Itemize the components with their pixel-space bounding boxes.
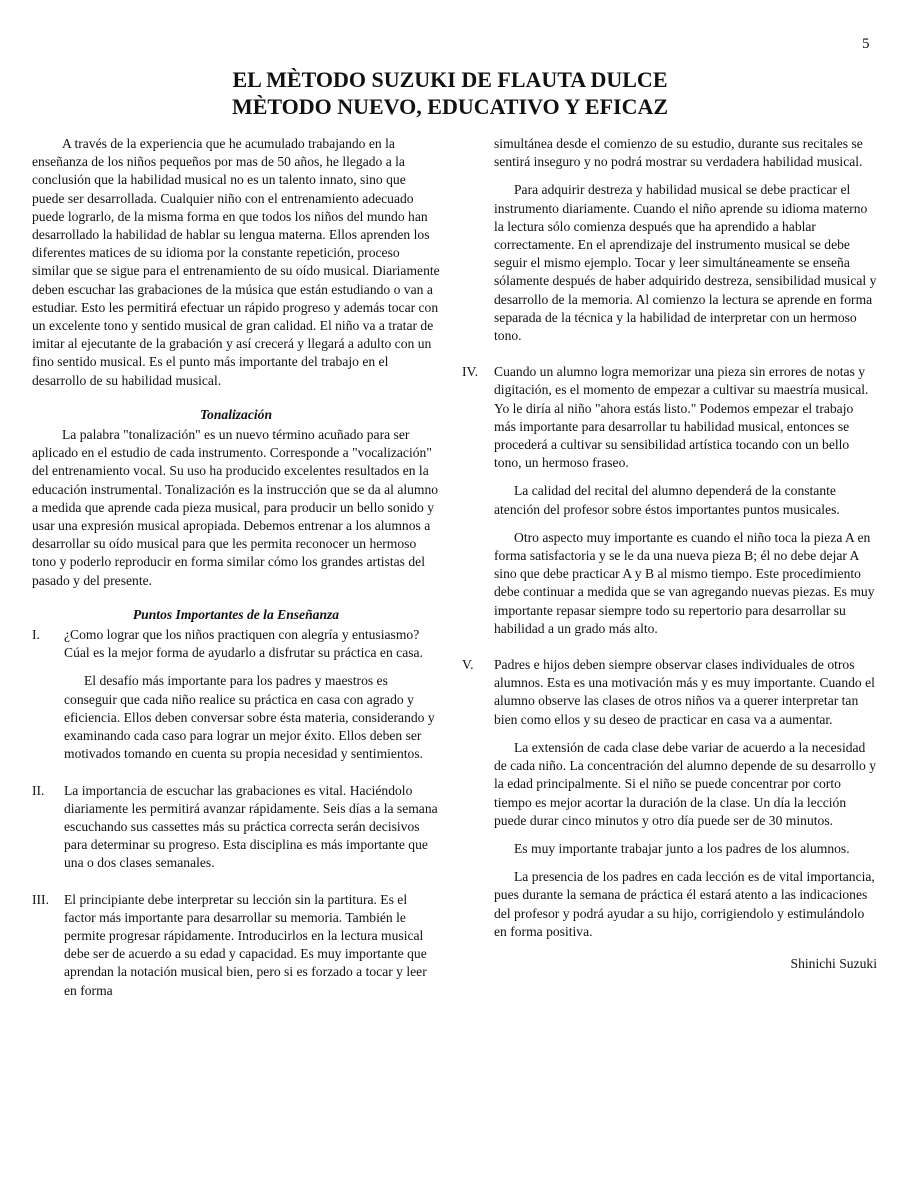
left-column xyxy=(32,135,440,1000)
point-numeral: IV. xyxy=(462,364,478,380)
continuation-paragraph: simultánea desde el comienzo de su estudio, durante sus recitales se sentirá inseguro y no podrá mostrar su verdadera habilidad musical. xyxy=(494,136,863,170)
point-sub-paragraph: El desafío más importante para los padres y maestros es conseguir que cada niño realice su práctica en casa con agrado y eficiencia. Ellos deben conversar sobre ésta materia, considerando y examinando cada caso para lograr un mejor éxito. Ellos deben ser motivados tomando en cuenta su propia necesidad y sentimientos. xyxy=(64,673,435,762)
point-lead: La importancia de escuchar las grabaciones es vital. Haciéndolo diariamente les permitirá avanzar rápidamente. Seis días a la semana escuchando sus cassettes más su práctica correcta serán decisivos para determinar su progreso. Esta disciplina es más importante que una o dos clases semanales. xyxy=(64,782,438,871)
point-lead: ¿Como lograr que los niños practiquen con alegría y entusiasmo? Cúal es la mejor forma de ayudarlo a disfrutar su práctica en casa. xyxy=(64,627,423,661)
intro-paragraph: A través de la experiencia que he acumulado trabajando en la enseñanza de los niños pequeños por mas de 50 años, he llegado a la conclusión que la habilidad musical no es un talento innato, sino que puede ser desarrollada. Cualquier niño con el entrenamiento adecuado puede lograrlo, de la misma forma en que todos los niños del mundo han desarrollado la habilidad de hablar su lengua materna. Ellos aprenden los diferentes matices de su idioma por la constante repetición, proceso similar que se sigue para el entrenamiento de su oído musical. Diariamente deben escuchar las grabaciones de la música que están estudiando o van a estudiar. Esto les permitirá efectuar un rápido progreso y además tocar con un excelente tono y sentido musical de gran calidad. El niño va a tratar de imitar al ejecutante de la grabación y así crecerá y llegará a adulto con un fino sentido musical. Es el punto más importante del trabajo en el desarrollo de su habilidad musical. xyxy=(32,136,440,388)
tonalizacion-paragraph: La palabra "tonalización" es un nuevo término acuñado para ser aplicado en el estudio de cada instrumento. Corresponde a "vocalización" del entrenamiento vocal. Su uso ha producido excelentes resultados en la educación instrumental. Tonalización es la instrucción que se da al alumno a medida que aprende cada pieza musical, para producir un bello sonido y usar una expresión musical apropiada. Debemos entrenar a los alumnos a desarrollar su oído musical para que les permita reconocer un hermoso tono y poderlo reproducir en forma similar cómo los grandes artistas del pasado y del presente. xyxy=(32,427,439,588)
point-item-2 xyxy=(32,782,440,873)
right-column xyxy=(462,135,877,973)
point-sub-paragraph: Otro aspecto muy importante es cuando el niño toca la pieza A en forma satisfactoria y se le da una nueva pieza B; él no debe dejar A sino que debe practicar A y B al mismo tiempo. Este procedimiento debe continuar a medida que se van agregando nuevas piezas. Es muy importante repasar siempre todo su repertorio para desarrollar su habilidad a un grado más alto. xyxy=(494,529,875,636)
point-lead: El principiante debe interpretar su lección sin la partitura. Es el factor más importante para desarrollar su memoria. También le permite progresar rápidamente. Introducirlos en la lectura musical debe ser de acuerdo a su edad y capacidad. Es muy importante que aprendan la notación musical bien, pero si es forzado a tocar y leer en forma xyxy=(64,891,427,998)
point-item-5 xyxy=(462,656,877,729)
point-item-3 xyxy=(32,891,440,1000)
point-item-4 xyxy=(462,363,877,472)
point-sub-paragraph: Es muy importante trabajar junto a los padres de los alumnos. xyxy=(514,840,850,856)
point-item-1 xyxy=(32,626,440,662)
page-title xyxy=(0,66,900,120)
page-number: 5 xyxy=(862,36,870,52)
title-line-2: MÈTODO NUEVO, EDUCATIVO Y EFICAZ xyxy=(231,94,669,119)
point-numeral: III. xyxy=(32,891,49,907)
point-numeral: V. xyxy=(462,657,474,673)
point-sub-paragraph: La extensión de cada clase debe variar de acuerdo a la necesidad de cada niño. La concentración del alumno depende de su desarrollo y la edad principalmente. Si el niño se puede concentrar por corto tiempo es mejor acortar la duración de la clase. Un día la lección puede durar cinco minutos y otro día puede ser de 30 minutos. xyxy=(494,739,876,828)
continuation-paragraph-2: Para adquirir destreza y habilidad musical se debe practicar el instrumento diariamente. Cuando el niño aprende su idioma materno la lectura sólo comienza después que ha aprendido a hablar correctamente. En el aprendizaje del instrumento musical se debe seguir el mismo ejemplo. Tocar y leer simultáneamente se enseña sólamente después de haber adquirido destreza, sensibilidad musical y desarrollo de la memoria. Al comienzo la lectura se aprende en forma separada de la técnica y la habilidad de interpretar con un hermoso tono. xyxy=(494,182,877,344)
point-lead: Cuando un alumno logra memorizar una pieza sin errores de notas y digitación, es el momento de empezar a cultivar su maestría musical. Yo le diría al niño "ahora estás listo." Podemos empezar el trabajo más importante para desarrollar tu habilidad musical, entonces se procederá a cultivar su sensibilidad artística tocando con un bello tono, un hermoso fraseo. xyxy=(494,364,869,471)
signature: Shinichi Suzuki xyxy=(790,955,877,971)
point-sub-paragraph: La calidad del recital del alumno dependerá de la constante atención del profesor sobre éstos importantes puntos musicales. xyxy=(494,483,840,517)
point-numeral: II. xyxy=(32,782,45,798)
point-sub-paragraph: La presencia de los padres en cada lección es de vital importancia, pues durante la semana de práctica él estará atento a las indicaciones del profesor y podrá ayudar a su hijo, corrigiendolo y estimulándolo en forma positiva. xyxy=(494,869,875,939)
puntos-heading: Puntos Importantes de la Enseñanza xyxy=(132,606,340,622)
tonalizacion-heading: Tonalización xyxy=(199,406,273,422)
point-lead: Padres e hijos deben siempre observar clases individuales de otros alumnos. Esta es una motivación más y es muy importante. Cuando el alumno observe las clases de otros niños va a querer interpretar tan bien como ellos y su deseo de practicar en casa va a aumentar. xyxy=(494,657,875,727)
title-line-1: EL MÈTODO SUZUKI DE FLAUTA DULCE xyxy=(232,67,668,92)
point-numeral: I. xyxy=(32,627,40,643)
